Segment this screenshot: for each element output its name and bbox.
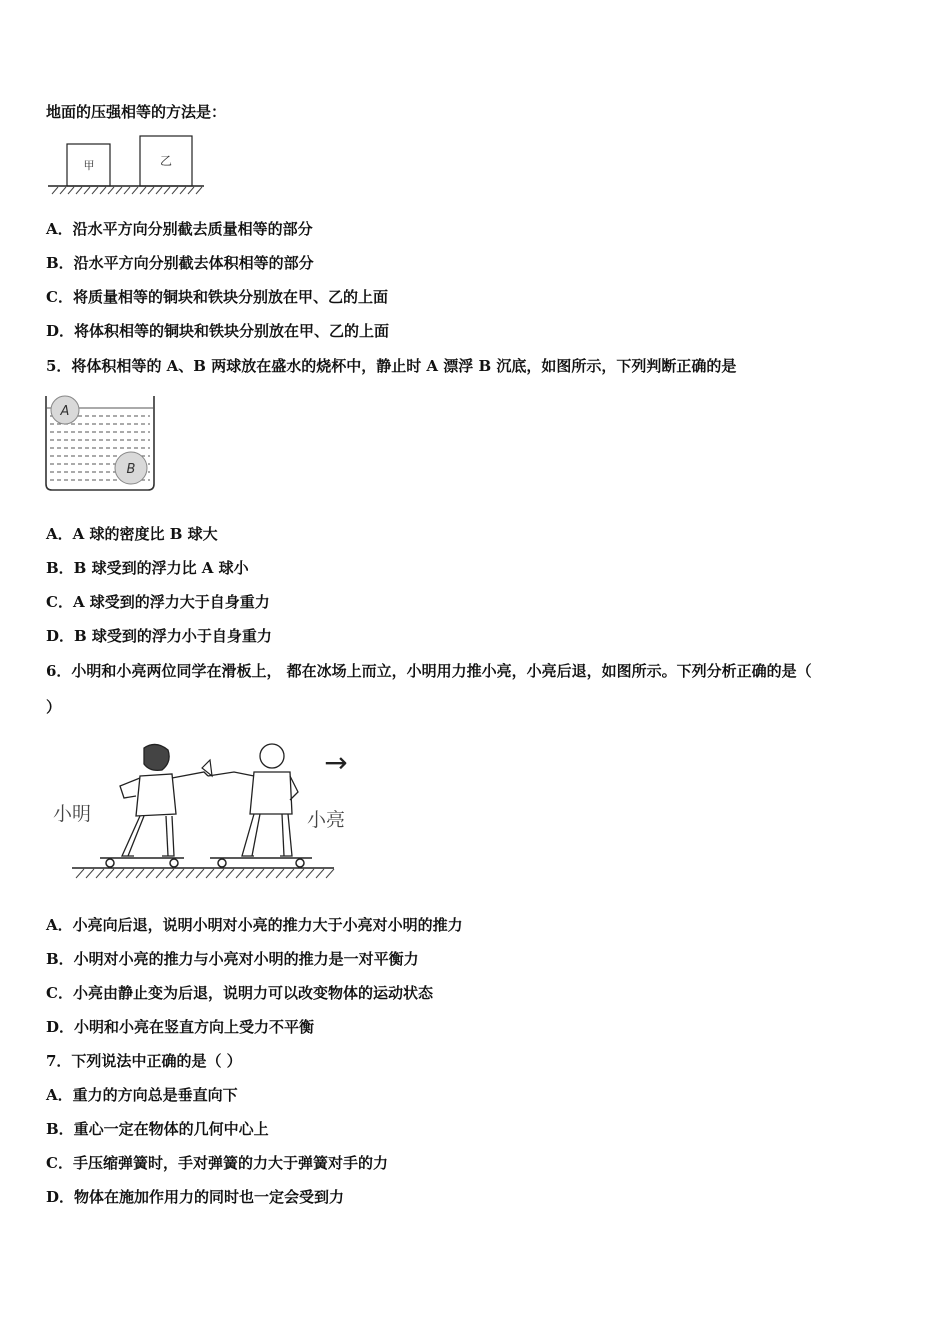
label-jia: 甲 <box>83 159 95 172</box>
q7-option-b: B．重心一定在物体的几何中心上 <box>46 1120 269 1138</box>
q6-option-a: A．小亮向后退，说明小明对小亮的推力大于小亮对小明的推力 <box>46 916 463 934</box>
q7-stem: 7．下列说法中正确的是（ ） <box>46 1052 242 1070</box>
ball-a-label: A <box>60 404 70 419</box>
q5-beaker-figure <box>42 392 158 494</box>
left-skateboard <box>100 858 184 867</box>
label-yi: 乙 <box>159 154 173 168</box>
q5-option-a: A．A 球的密度比 B 球大 <box>46 525 218 543</box>
q5-option-d: D．B 球受到的浮力小于自身重力 <box>46 627 272 645</box>
q6-stem-line2: ） <box>46 698 62 716</box>
q7-option-c: C．手压缩弹簧时，手对弹簧的力大于弹簧对手的力 <box>46 1154 388 1172</box>
q4-option-a: A．沿水平方向分别截去质量相等的部分 <box>46 220 313 238</box>
label-xiaoming: 小明 <box>52 803 92 825</box>
q5-option-c: C．A 球受到的浮力大于自身重力 <box>46 593 270 611</box>
xiaoliang-figure <box>208 744 298 856</box>
ball-b-label: B <box>126 462 136 477</box>
q5-option-b: B．B 球受到的浮力比 A 球小 <box>46 559 249 577</box>
xiaoming-figure <box>120 744 208 856</box>
q7-option-d: D．物体在施加作用力的同时也一定会受到力 <box>46 1188 345 1206</box>
q4-option-c: C．将质量相等的铜块和铁块分别放在甲、乙的上面 <box>46 288 388 306</box>
q6-skateboard-figure <box>44 736 360 886</box>
q6-stem-line1: 6．小明和小亮两位同学在滑板上， 都在冰场上而立，小明用力推小亮，小亮后退，如图所示。下列分析正确的是（ <box>46 662 812 680</box>
direction-arrow-icon: → <box>324 746 348 779</box>
label-xiaoliang: 小亮 <box>306 809 346 831</box>
q6-option-b: B．小明对小亮的推力与小亮对小明的推力是一对平衡力 <box>46 950 419 968</box>
q4-option-d: D．将体积相等的铜块和铁块分别放在甲、乙的上面 <box>46 322 390 340</box>
q6-option-d: D．小明和小亮在竖直方向上受力不平衡 <box>46 1018 315 1036</box>
q5-stem: 5．将体积相等的 A、B 两球放在盛水的烧杯中，静止时 A 漂浮 B 沉底，如图所示，下列判断正确的是 <box>46 357 737 375</box>
q4-option-b: B．沿水平方向分别截去体积相等的部分 <box>46 254 314 272</box>
q4-stem-tail: 地面的压强相等的方法是： <box>46 103 227 121</box>
q6-option-c: C．小亮由静止变为后退，说明力可以改变物体的运动状态 <box>46 984 433 1002</box>
right-skateboard <box>210 858 312 867</box>
q4-blocks-figure <box>44 132 208 196</box>
q7-option-a: A．重力的方向总是垂直向下 <box>46 1086 238 1104</box>
